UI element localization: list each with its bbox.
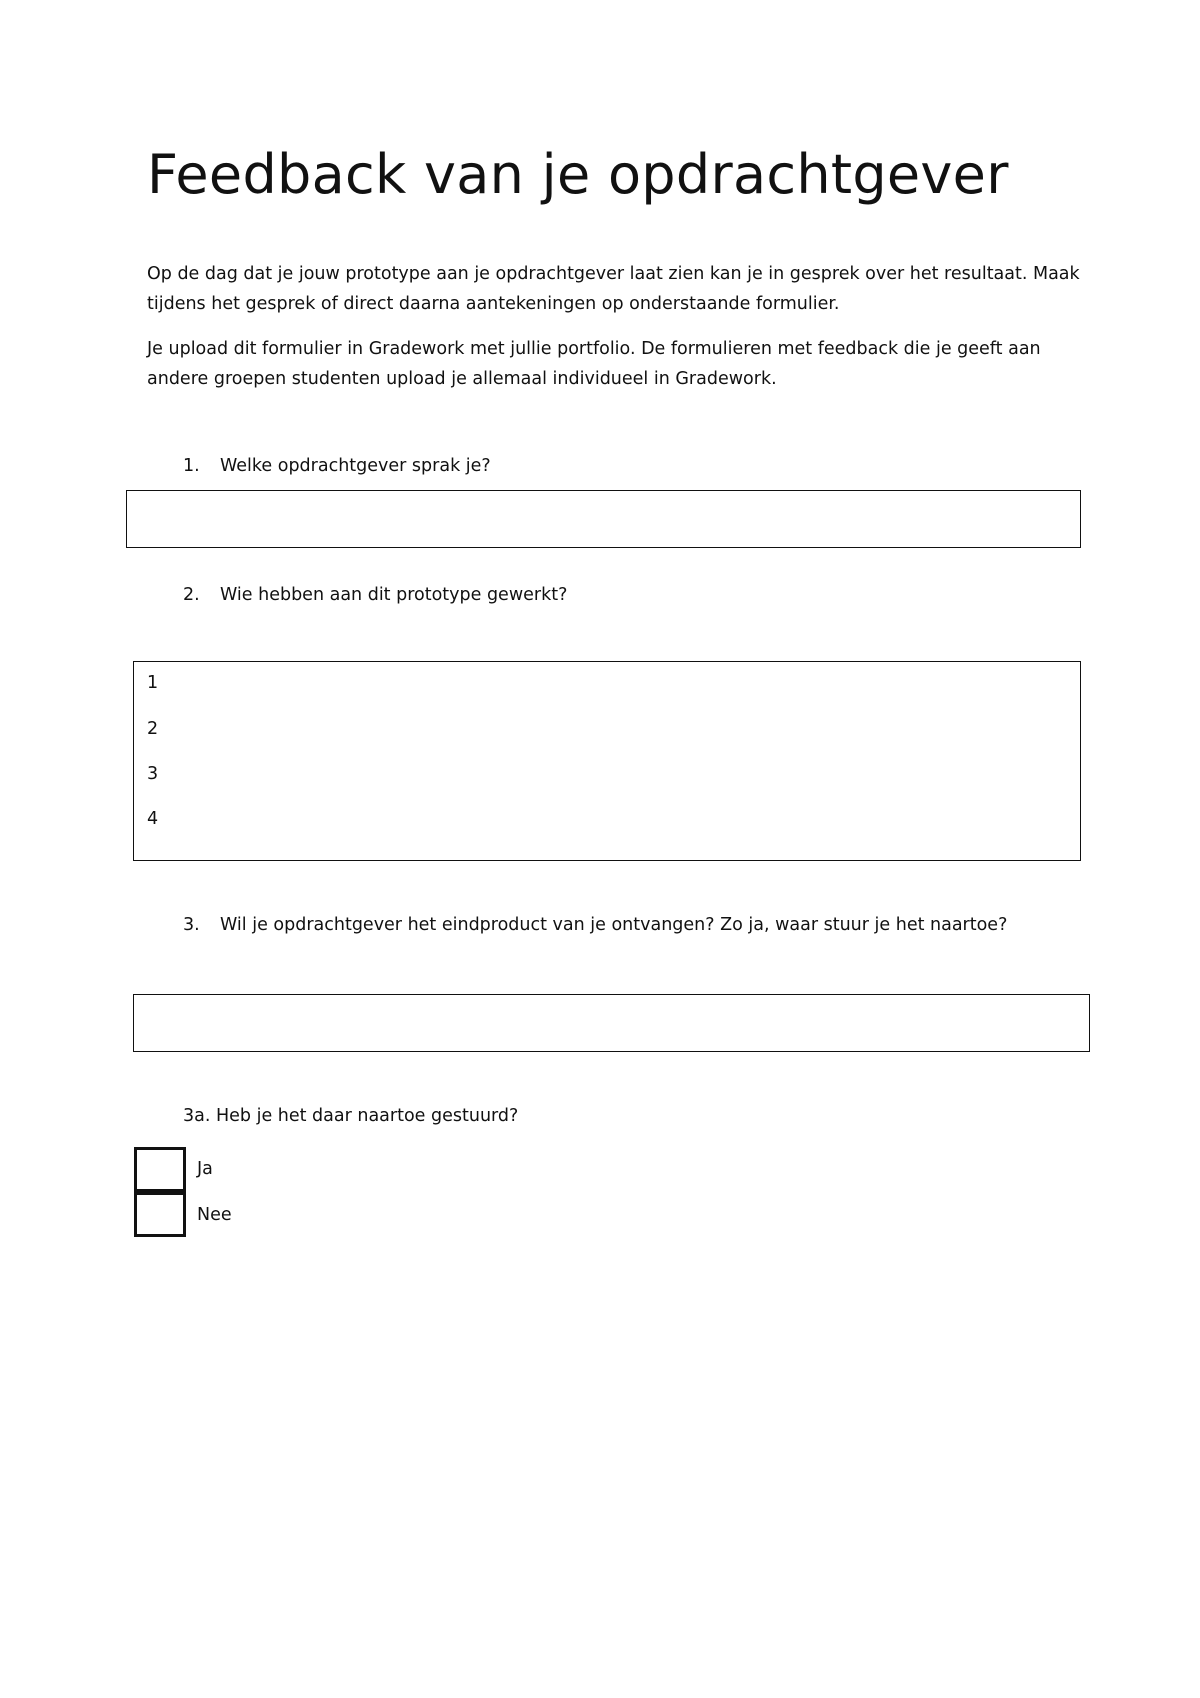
- intro-paragraph: Op de dag dat je jouw prototype aan je opdrachtgever laat zien kan je in gesprek over het resultaat. Maak tijdens het gesprek of direct daarna aantekeningen op onderstaande formulier.: [147, 264, 1080, 314]
- team-line-number: 2: [147, 719, 159, 739]
- team-line-number: 3: [147, 764, 159, 784]
- team-line-number: 1: [147, 673, 159, 693]
- page-title: Feedback van je opdrachtgever: [147, 143, 1009, 206]
- checkbox-label-nee: Nee: [197, 1205, 232, 1225]
- checkbox-label-ja: Ja: [197, 1159, 213, 1179]
- question-number: 1.: [183, 456, 200, 476]
- team-line-number: 4: [147, 809, 159, 829]
- answer-box-opdrachtgever[interactable]: [126, 490, 1081, 548]
- question-text: Welke opdrachtgever sprak je?: [220, 456, 491, 476]
- intro-paragraph: Je upload dit formulier in Gradework met jullie portfolio. De formulieren met feedback die je geeft aan andere groepen studenten upload je allemaal individueel in Gradework.: [147, 339, 1041, 389]
- question-text: Wil je opdrachtgever het eindproduct van je ontvangen? Zo ja, waar stuur je het naartoe?: [220, 915, 1008, 935]
- answer-box-team-members[interactable]: [133, 661, 1081, 861]
- checkbox-ja[interactable]: [134, 1147, 186, 1192]
- checkbox-nee[interactable]: [134, 1192, 186, 1237]
- question-text: Wie hebben aan dit prototype gewerkt?: [220, 585, 568, 605]
- question-number: 2.: [183, 585, 200, 605]
- question-2: [183, 585, 567, 605]
- question-3a: 3a. Heb je het daar naartoe gestuurd?: [183, 1106, 519, 1126]
- question-1: [183, 456, 491, 476]
- question-3: [183, 915, 1007, 935]
- question-number: 3.: [183, 915, 200, 935]
- intro-text: [147, 259, 1107, 409]
- answer-box-eindproduct[interactable]: [133, 994, 1090, 1052]
